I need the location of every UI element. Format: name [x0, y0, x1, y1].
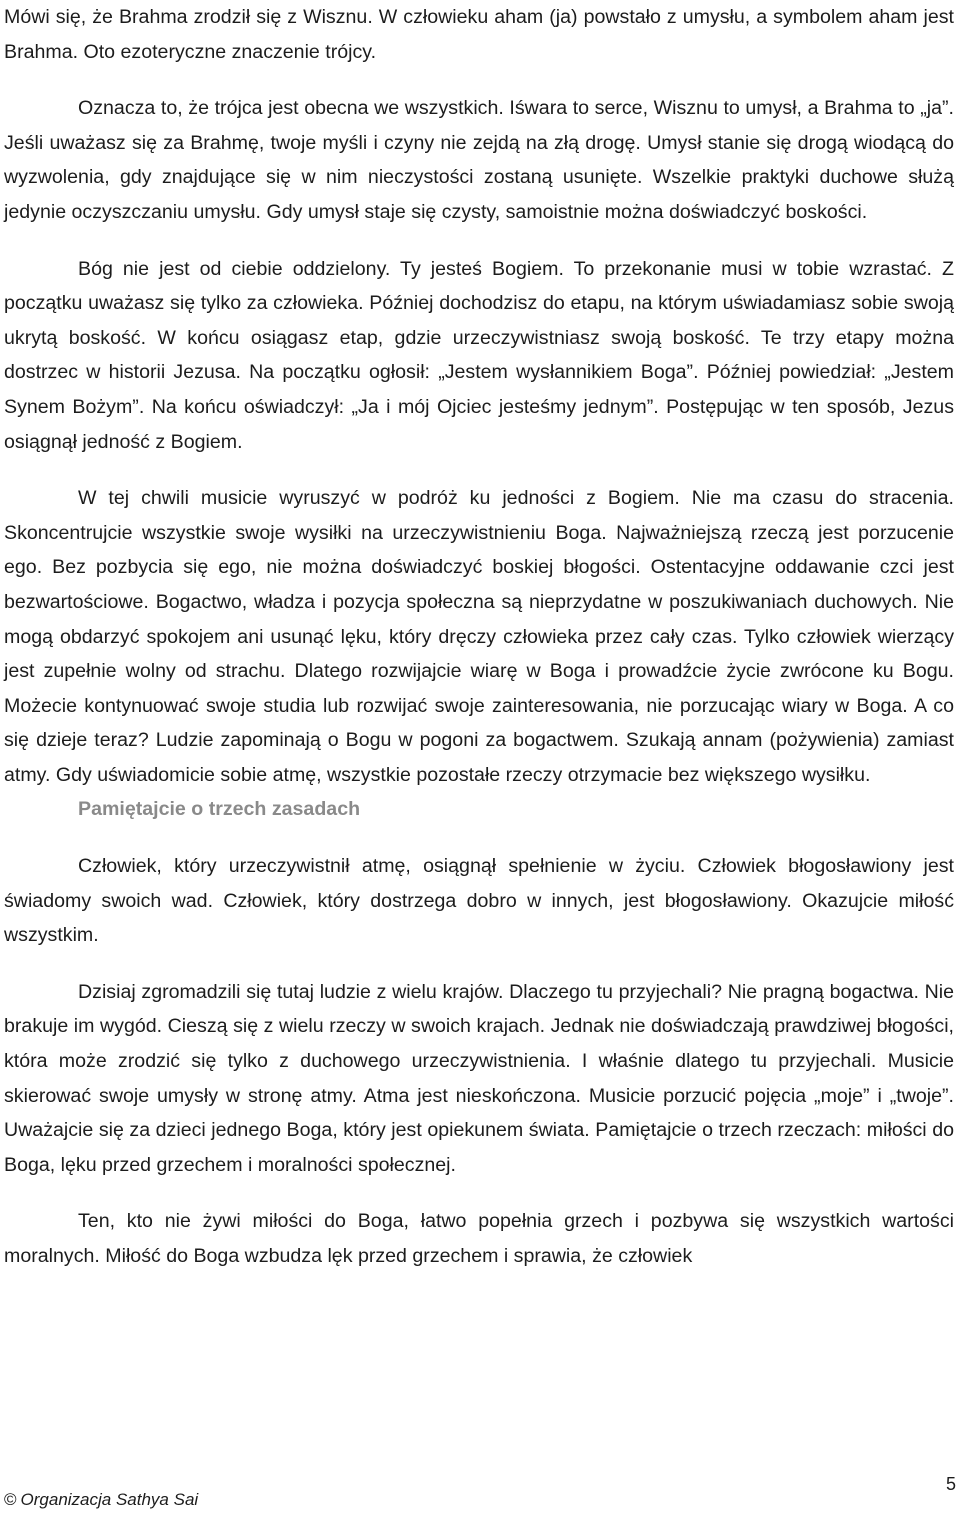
document-page	[4, 0, 954, 1274]
footer	[4, 1490, 198, 1510]
section-heading: Pamiętajcie o trzech zasadach	[78, 798, 361, 821]
paragraph-trinity-origin: Mówi się, że Brahma zrodził się z Wisznu. W człowieku aham (ja) powstało z umysłu, a symbolem aham jest Brahma. Oto ezoteryczne znaczenie trójcy.	[4, 6, 954, 63]
paragraph-trinity-meaning: Oznacza to, że trójca jest obecna we wszystkich. Iśwara to serce, Wisznu to umysł, a Brahma to „ja”. Jeśli uważasz się za Brahmę, twoje myśli i czyny nie zejdą na złą drogę. Umysł stanie się drogą wiodącą do wyzwolenia, gdy znajdujące się w nim nieczystości zostaną usunięte. Wszelkie praktyki duchowe służą jedynie oczyszczaniu umysłu. Gdy umysł staje się czysty, samoistnie można doświadczyć boskości.	[4, 97, 954, 223]
paragraph-many-countries: Dzisiaj zgromadzili się tutaj ludzie z wielu krajów. Dlaczego tu przyjechali? Nie pragną bogactwa. Nie brakuje im wygód. Cieszą się z wielu rzeczy w swoich krajach. Jednak nie doświadczają prawdziwej błogości, która może zrodzić się tylko z duchowego urzeczywistnienia. I właśnie dlatego tu przyjechali. Musicie skierować swoje umysły w stronę atmy. Atma jest nieskończona. Musicie porzucić pojęcia „moje” i „twoje”. Uważajcie się za dzieci jednego Boga, który jest opiekunem świata. Pamiętajcie o trzech rzeczach: miłości do Boga, lęku przed grzechem i moralności społecznej.	[4, 980, 954, 1176]
paragraph-love-of-god: Ten, kto nie żywi miłości do Boga, łatwo popełnia grzech i pozbywa się wszystkich wartości moralnych. Miłość do Boga wzbudza lęk przed grzechem i sprawia, że człowiek	[4, 1210, 954, 1267]
page-number: 5	[945, 1474, 956, 1494]
paragraph-god-not-separate: Bóg nie jest od ciebie oddzielony. Ty jesteś Bogiem. To przekonanie musi w tobie wzrastać. Z początku uważasz się tylko za człowieka. Później dochodzisz do etapu, na którym uświadamiasz sobie swoją ukrytą boskość. W końcu osiągasz etap, gdzie urzeczywistniasz swoją boskość. Te trzy etapy można dostrzec w historii Jezusa. Na początku ogłosił: „Jestem wysłannikiem Boga”. Później powiedział: „Jestem Synem Bożym”. Na końcu oświadczył: „Ja i mój Ojciec jesteśmy jednym”. Postępując w ten sposób, Jezus osiągnął jedność z Bogiem.	[4, 257, 954, 453]
paragraph-journey-to-unity: W tej chwili musicie wyruszyć w podróż ku jedności z Bogiem. Nie ma czasu do stracenia. Skoncentrujcie wszystkie swoje wysiłki na urzeczywistnieniu Boga. Najważniejszą rzeczą jest porzucenie ego. Bez pozbycia się ego, nie można doświadczyć boskiej błogości. Ostentacyjne oddawanie czci jest bezwartościowe. Bogactwo, władza i pozycja społeczna są nieprzydatne w poszukiwaniach duchowych. Nie mogą obdarzyć spokojem ani usunąć lęku, który dręczy człowieka przez cały czas. Tylko człowiek wierzący jest zupełnie wolny od strachu. Dlatego rozwijajcie wiarę w Boga i prowadźcie życie zwrócone ku Bogu. Możecie kontynuować swoje studia lub rozwijać swoje zainteresowania, nie porzucając wiary w Boga. A co się dzieje teraz? Ludzie zapominają o Bogu w pogoni za bogactwem. Szukają annam (pożywienia) zamiast atmy. Gdy uświadomicie sobie atmę, wszystkie pozostałe rzeczy otrzymacie bez większego wysiłku.	[4, 487, 954, 786]
copyright-icon: ©	[4, 1490, 17, 1509]
paragraph-realized-man: Człowiek, który urzeczywistnił atmę, osiągnął spełnienie w życiu. Człowiek błogosławiony jest świadomy swoich wad. Człowiek, który dostrzega dobro w innych, jest błogosławiony. Okazujcie miłość wszystkim.	[4, 855, 954, 947]
footer-organization: Organizacja Sathya Sai	[20, 1490, 199, 1509]
